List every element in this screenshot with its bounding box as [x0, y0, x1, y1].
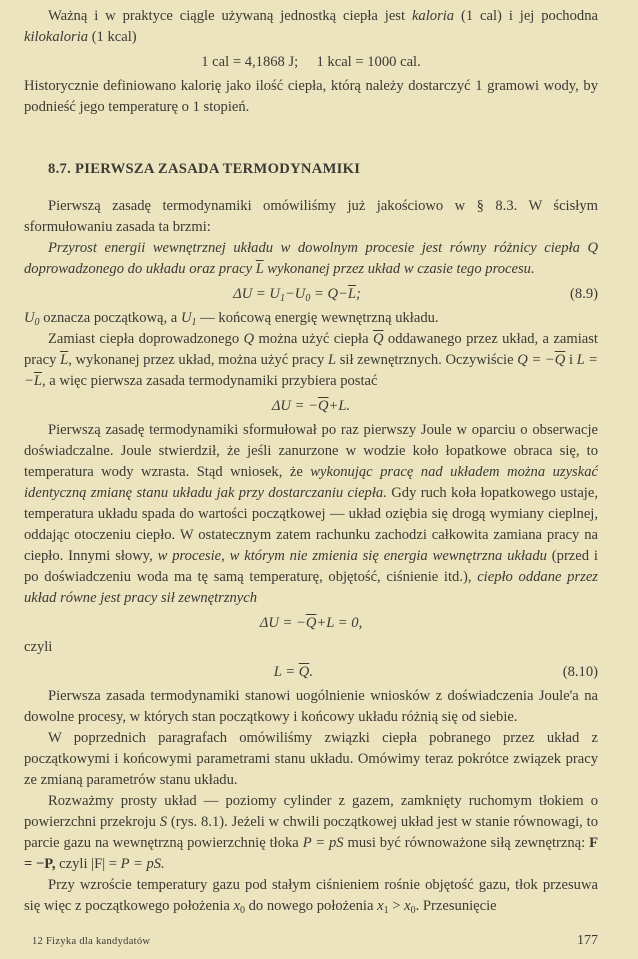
symbol: L [327, 352, 337, 368]
symbol: $\overline{L}$ [255, 261, 264, 277]
section-heading: 8.7. PIERWSZA ZASADA TERMODYNAMIKI [48, 161, 361, 177]
text: ΔU = U [233, 286, 280, 302]
equation-first-law-alt [24, 395, 598, 417]
emphasis: ciepło oddane przez układ równe jest pracy sił zewnętrznych [24, 569, 598, 606]
paragraph-instead [24, 329, 598, 392]
term-kilokaloria: kilokaloria [24, 29, 89, 45]
equation-row [24, 661, 598, 683]
paragraph-generalization: Pierwsza zasada termodynamiki stanowi uogólnienie wniosków z doświadczenia Joule'a na dowolne procesy, w których stan początkowy i końcowy układu różnią się od siebie. [24, 688, 598, 725]
text: > [388, 898, 405, 914]
subscript: 0 [239, 905, 245, 916]
text: ΔU = − [259, 615, 306, 631]
paragraph-calorie [24, 6, 598, 48]
text: oddawanego przez układ, a zamiast pracy [24, 331, 598, 368]
paragraph-u0-u1 [24, 308, 598, 329]
symbol: S [159, 814, 168, 830]
symbol: x [404, 898, 411, 914]
symbol: $\overline{Q}$ [317, 398, 329, 414]
emphasis: wykonując pracę nad układem można uzyskać identyczną zmianę stanu układu jak przy dostarczaniu ciepła. [24, 464, 598, 501]
equation-calorie: 1 cal = 4,1868 J; 1 kcal = 1000 cal. [201, 54, 421, 70]
text: , wykonanej przez układ, można użyć pracy [68, 352, 328, 368]
text: czyli |F| = [55, 856, 121, 872]
text: . Przesunięcie [415, 898, 497, 914]
czyli: czyli [24, 639, 53, 655]
subscript: 0 [305, 293, 311, 304]
paragraph-history: Historycznie definiowano kalorię jako ilość ciepła, którą należy dostarczyć 1 gramowi wody, by podnieść jego temperaturę o 1 stopień. [24, 78, 598, 115]
symbol: x [377, 898, 384, 914]
text: Przy wzroście temperatury gazu pod stałym ciśnieniem rośnie objętość gazu, tłok przesuwa się więc z początkowego położenia [24, 877, 598, 914]
symbol: P = pS [302, 835, 344, 851]
text: −U [284, 286, 306, 302]
symbol: L = − [24, 352, 599, 389]
symbol: U [24, 310, 35, 326]
text: można użyć ciepła [254, 331, 373, 347]
footer [24, 933, 598, 949]
text: Ważną i w praktyce ciągle używaną jednostką ciepła jest [48, 8, 412, 24]
vector: F = −P, [24, 835, 599, 872]
text: (rys. 8.1). Jeżeli w chwili początkowej układ jest w stanie równowagi, to parcie gazu na wewnętrzną powierzchnię tłoka [24, 814, 598, 851]
equation-8-9 [24, 283, 570, 305]
text: +L. [328, 398, 351, 414]
term-kaloria: kaloria [411, 8, 455, 24]
text: (przed i po doświadczeniu woda ma tę samą temperaturę, objętość, ciśnienie itd.), [24, 548, 598, 585]
text: i [565, 352, 577, 368]
emphasis: w procesie, w którym nie zmienia się energia wewnętrzna układu [157, 548, 547, 564]
text: — końcową energię wewnętrzną układu. [196, 310, 439, 326]
symbol: $\overline{L}$ [347, 286, 356, 302]
text: ΔU = − [271, 398, 318, 414]
equation-number: (8.9) [570, 286, 598, 302]
symbol: Q [243, 331, 255, 347]
symbol: $\overline{Q}$ [372, 331, 384, 347]
text: musi być równoważone siłą zewnętrzną: [343, 835, 590, 851]
text: wykonanej przez układ w czasie tego procesu. [263, 261, 535, 277]
text: , a więc pierwsza zasada termodynamiki przybiera postać [41, 373, 378, 389]
text: sił zewnętrznych. Oczywiście [336, 352, 518, 368]
symbol: $\overline{Q}$ [298, 664, 310, 680]
paragraph-intro: Pierwszą zasadę termodynamiki omówiliśmy już jakościowo w § 8.3. W ścisłym sformułowaniu zasada ta brzmi: [24, 198, 598, 235]
text: Rozważmy prosty układ — poziomy cylinder z gazem, zamknięty ruchomym tłokiem o powierzchni przekroju [24, 793, 598, 830]
paragraph-expansion [24, 875, 598, 917]
text: L = [273, 664, 299, 680]
symbol: U [180, 310, 192, 326]
page-number: 177 [577, 933, 598, 948]
text: = Q− [310, 286, 348, 302]
symbol: $\overline{L}$ [33, 373, 42, 389]
equation-row [24, 51, 598, 73]
symbol: $\overline{Q}$ [554, 352, 566, 368]
text: (1 cal) i jej pochodna [454, 8, 598, 24]
symbol: $\overline{L}$ [60, 352, 69, 368]
symbol: $\overline{Q}$ [305, 615, 317, 631]
paragraph-cylinder [24, 791, 598, 875]
footer-sheet-signature: 12 Fizyka dla kandydatów [32, 936, 151, 947]
equation-row [24, 283, 598, 305]
paragraph-joule [24, 420, 598, 609]
text: Gdy ruch koła łopatkowego ustaje, temperatura układu spada do wartości początkowej — układ oziębia się drogą wymiany cieplnej, oddając otoczeniu ciepło. W ostatecznym zatem rachunku zachodzi całkowita zamiana pracy na ciepło. Innymi słowy, [24, 485, 598, 564]
equation-8-10 [24, 661, 563, 683]
text: Przyrost energii wewnętrznej układu w dowolnym procesie jest równy różnicy ciepła Q doprowadzonego do układu oraz pracy [24, 240, 598, 277]
text: ; [356, 286, 361, 302]
equation-zero [24, 612, 598, 634]
text: +L = 0, [316, 615, 363, 631]
text: do nowego położenia [244, 898, 378, 914]
text: oznacza początkową, a [39, 310, 181, 326]
subscript: 0 [34, 317, 40, 328]
equation-row [24, 612, 598, 634]
paragraph-previous: W poprzednich paragrafach omówiliśmy związki ciepła pobranego przez układ z początkowymi i końcowymi parametrami stanu układu. Omówimy teraz pokrótce związek pracy ze zmianą parametrów stanu układu. [24, 730, 598, 788]
text: . [309, 664, 313, 680]
symbol: x [233, 898, 240, 914]
subscript: 0 [410, 905, 416, 916]
text: Zamiast ciepła doprowadzonego [48, 331, 244, 347]
subscript: 1 [191, 317, 197, 328]
text: Pierwszą zasadę termodynamiki sformułował po raz pierwszy Joule w oparciu o obserwacje doświadczalne. Joule stwierdził, że jeśli zanurzone w wodzie koło łopatkowe obraca się, to temperatura wody wzrasta. Stąd wniosek, że [24, 422, 598, 480]
symbol: P = pS. [120, 856, 165, 872]
subscript: 1 [279, 293, 285, 304]
law-statement [24, 238, 598, 280]
equation-row [24, 395, 598, 417]
equation-number: (8.10) [562, 664, 598, 680]
subscript: 1 [383, 905, 389, 916]
text: (1 kcal) [88, 29, 137, 45]
symbol: Q = − [517, 352, 555, 368]
